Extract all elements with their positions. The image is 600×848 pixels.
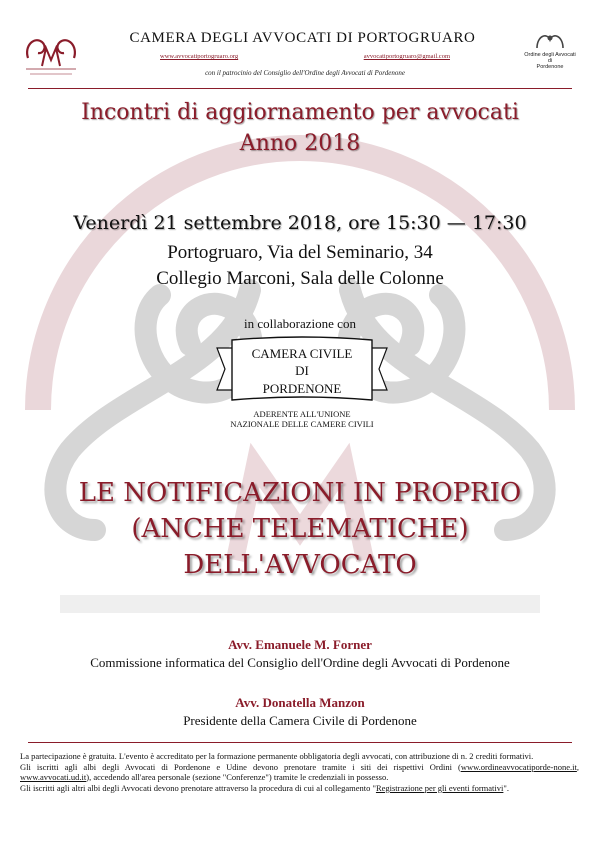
camera-avvocati-logo [20, 28, 82, 78]
header-divider [28, 88, 572, 89]
footer-text: Gli iscritti agli albi degli Avvocati di Pordenone e Udine devono prenotare tramite i siti dei rispettivi Ordini ( [20, 761, 461, 772]
ordine-line2: di [547, 58, 553, 64]
registration-link[interactable]: Registrazione per gli eventi formativi [375, 782, 504, 793]
ordine-line3: Pordenone [536, 64, 564, 70]
footer-text: , [576, 761, 579, 772]
patronage-note: con il patrocinio del Consiglio dell'Ordine degli Avvocati di Pordenone [205, 69, 405, 77]
event-location-venue: Collegio Marconi, Sala delle Colonne [156, 268, 444, 289]
banner-subtitle: ADERENTE ALL'UNIONE NAZIONALE DELLE CAMERE CIVILI [230, 409, 374, 429]
event-series-title: Incontri di aggiornamento per avvocati [81, 100, 519, 125]
collaboration-label: in collaborazione con [244, 316, 356, 331]
ordine-udine-link[interactable]: www.avvocati.ud.it [20, 772, 87, 783]
speaker-name: Avv. Donatella Manzon [235, 695, 365, 710]
ordine-avvocati-logo [521, 30, 579, 82]
email-link[interactable]: avvocatiportogruaro@gmail.com [363, 53, 450, 60]
footer-notes [20, 751, 579, 793]
banner-line-3: PORDENONE [262, 381, 342, 396]
website-link[interactable]: www.avvocatiportogruaro.org [160, 53, 239, 60]
header-links [160, 53, 450, 60]
footer-paragraph-fees: La partecipazione è gratuita. L'evento è accreditato per la formazione permanente obbligatoria degli avvocati, con attribuzione di n. 2 crediti formativi. [20, 751, 534, 761]
banner-line-2: DI [295, 363, 309, 378]
footer-text: ". [503, 782, 510, 793]
event-location-address: Portogruaro, Via del Seminario, 34 [167, 242, 433, 263]
footer-paragraph-booking-local [20, 762, 579, 783]
organization-title: CAMERA DEGLI AVVOCATI DI PORTOGRUARO [129, 30, 476, 46]
footer-text: Gli iscritti agli altri albi degli Avvocati devono prenotare attraverso la procedura di cui al collegamento " [20, 782, 376, 793]
banner-line-1: CAMERA CIVILE [251, 346, 353, 361]
footer-text: ), accedendo all'area personale (sezione "Conferenze") tramite le credenziali in possesso. [86, 772, 389, 783]
footer-divider [28, 742, 572, 743]
event-datetime: Venerdì 21 settembre 2018, ore 15:30 — 17:30 [73, 212, 527, 234]
main-title-line-3: DELL'AVVOCATO [183, 550, 417, 580]
speaker-role: Presidente della Camera Civile di Pordenone [183, 713, 417, 728]
event-year: Anno 2018 [239, 131, 361, 156]
main-title-line-1: LE NOTIFICAZIONI IN PROPRIO [78, 478, 522, 508]
ordine-emblem-icon [533, 30, 567, 50]
main-title-line-2: (ANCHE TELEMATICHE) [131, 514, 469, 544]
ordine-line1: Ordine degli Avvocati [524, 52, 576, 58]
speaker-name: Avv. Emanuele M. Forner [228, 637, 372, 652]
speaker-role: Commissione informatica del Consiglio dell'Ordine degli Avvocati di Pordenone [90, 655, 510, 670]
ordine-pordenone-link[interactable]: www.ordineavvocatiporde-none.it [460, 761, 577, 772]
footer-paragraph-booking-other [20, 783, 579, 794]
